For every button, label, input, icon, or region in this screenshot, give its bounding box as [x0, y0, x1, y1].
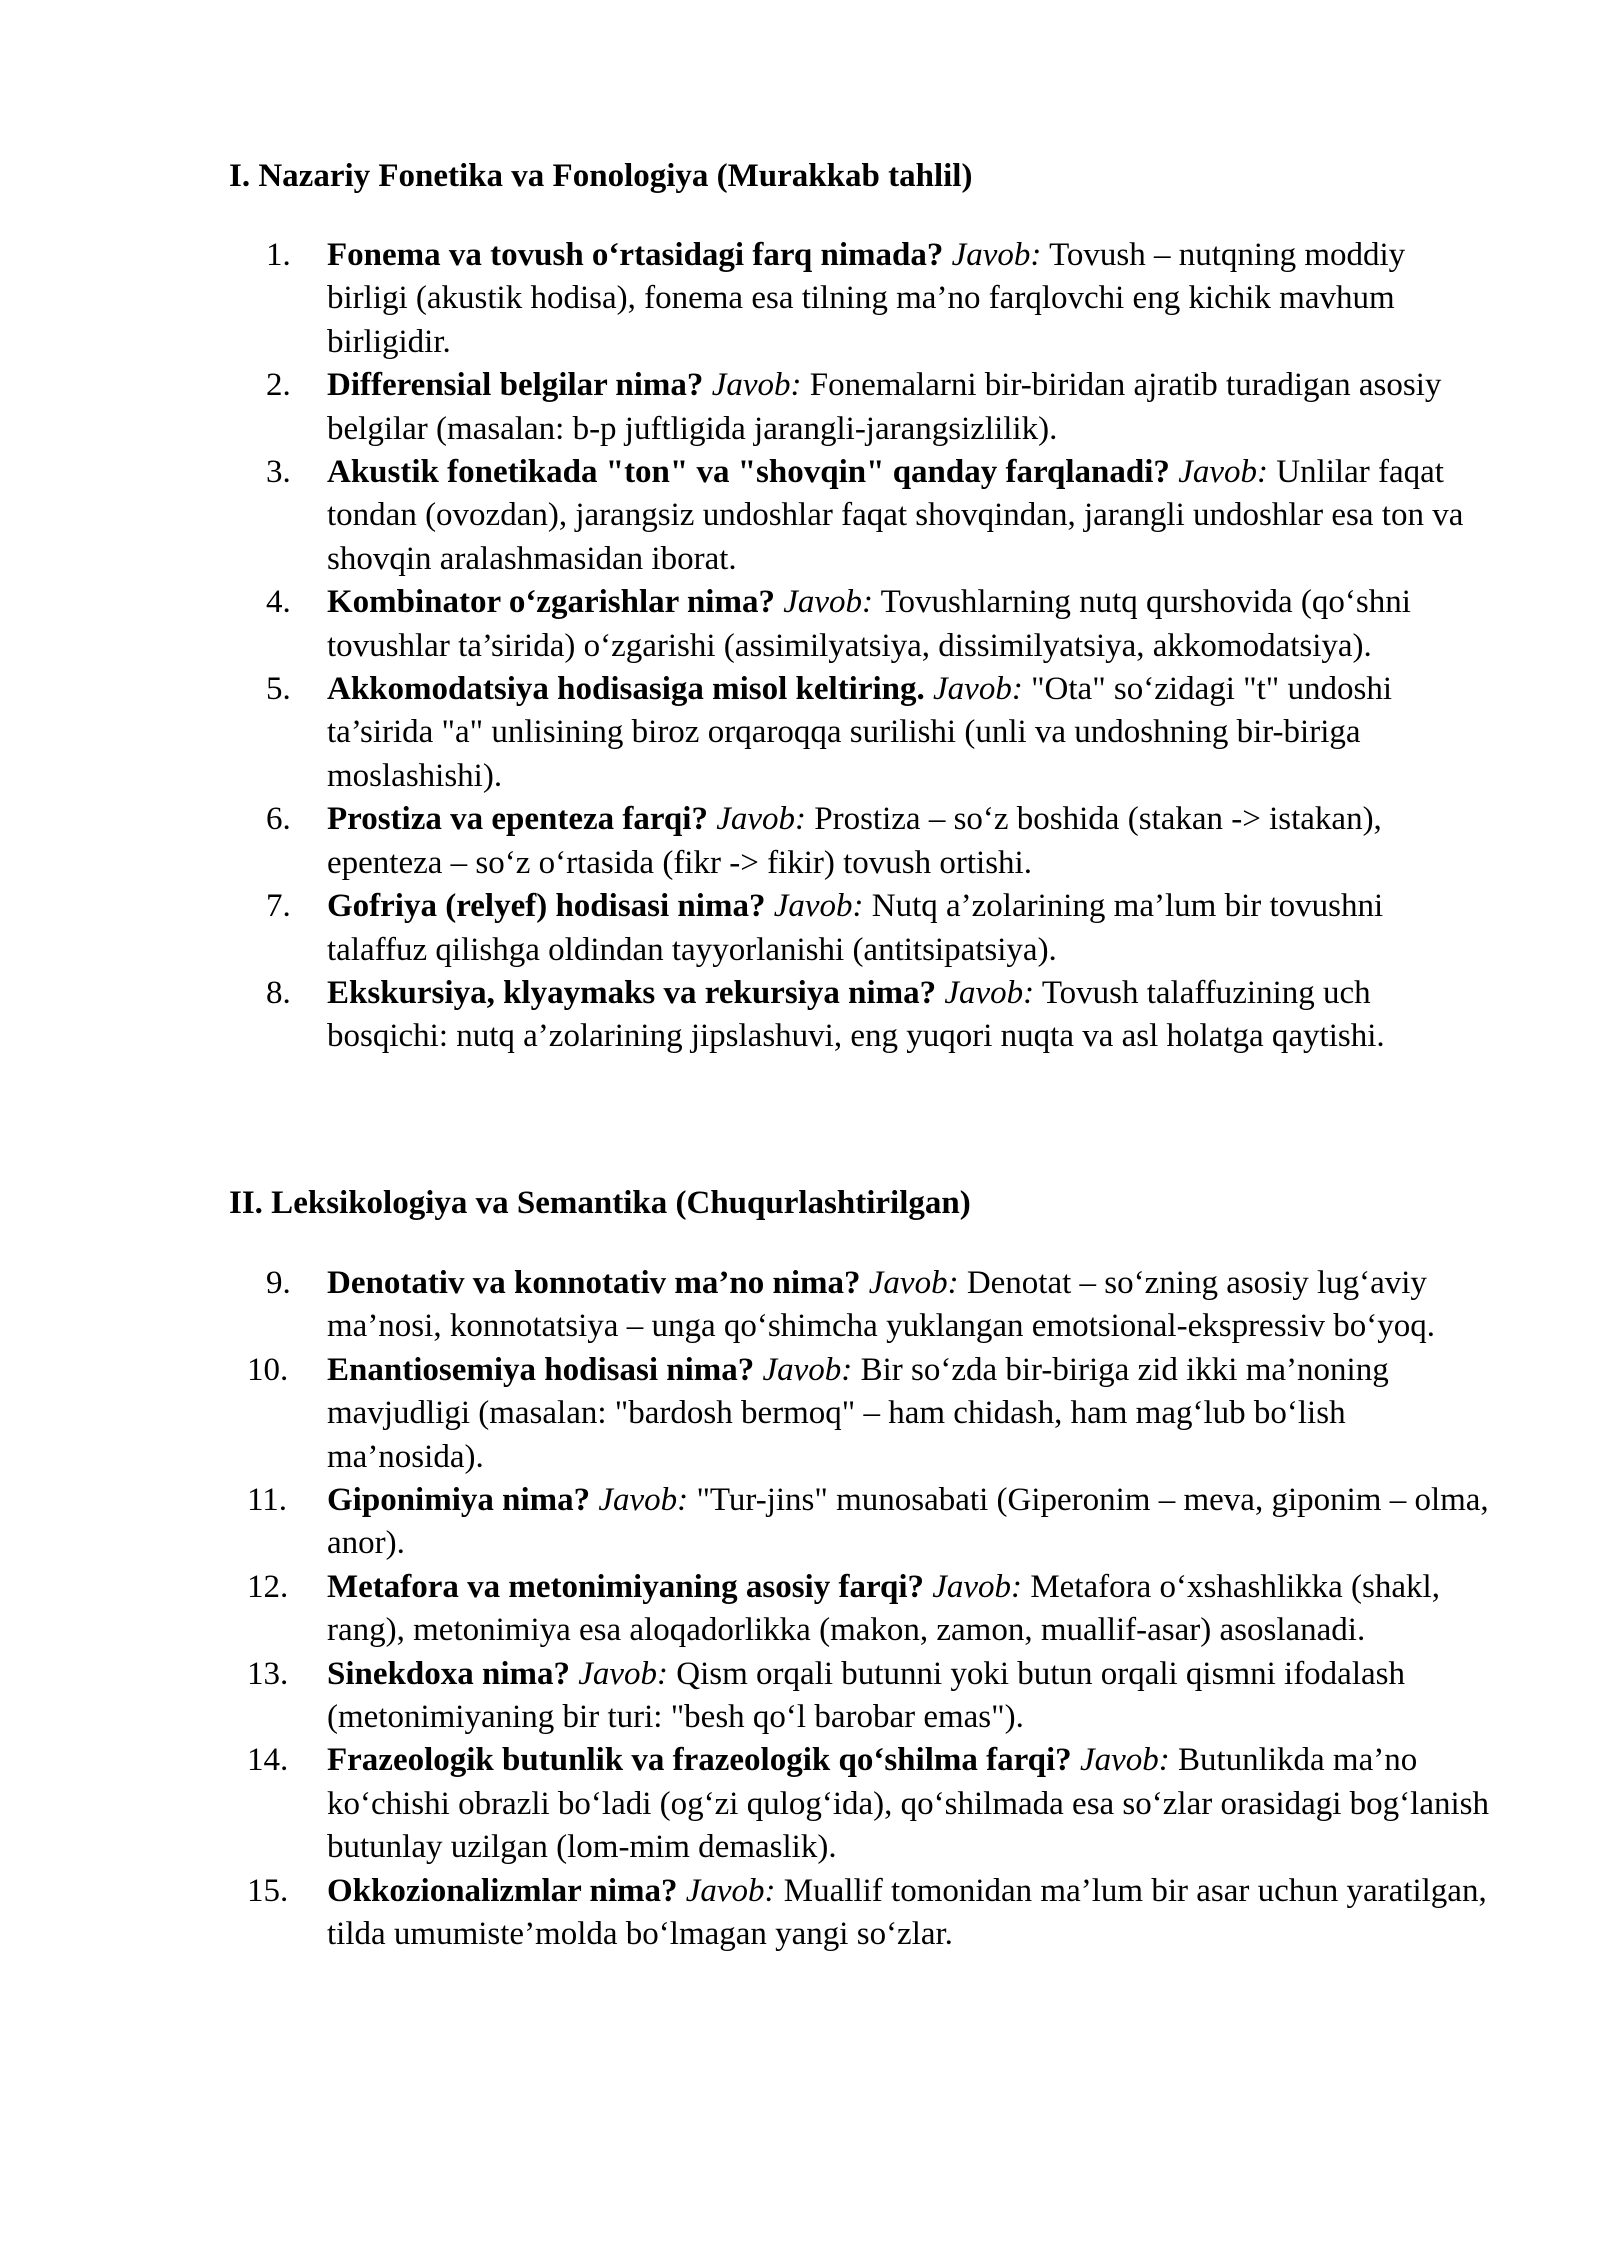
list-item — [0, 451, 1491, 581]
answer-text: Qism orqali butunni yoki butun orqali qismni ifodalash (metonimiyaning bir turi: "besh qo‘l barobar emas"). — [327, 1655, 1405, 1736]
item-number: 10. — [247, 1351, 289, 1388]
item-number: 6. — [266, 801, 291, 838]
question-text: Frazeologik butunlik va frazeologik qo‘shilma farqi? — [327, 1742, 1072, 1779]
item-number: 5. — [266, 671, 291, 708]
answer-label: Javob: — [1178, 454, 1268, 491]
list-item — [0, 364, 1491, 451]
answer-text: Tovush – nutqning moddiy birligi (akustik hodisa), fonema esa tilning ma’no farqlovchi eng kichik mavhum birligidir. — [327, 237, 1406, 360]
list-item — [0, 1653, 1491, 1740]
list-item — [0, 1262, 1491, 1349]
answer-text: Fonemalarni bir-biridan ajratib turadigan asosiy belgilar (masalan: b-p juftligida jarangli-jarangsizlilik). — [327, 367, 1442, 447]
answer-label: Javob: — [716, 801, 806, 838]
answer-label: Javob: — [685, 1872, 776, 1909]
question-text: Ekskursiya, klyaymaks va rekursiya nima? — [327, 974, 937, 1011]
item-number: 3. — [266, 454, 291, 491]
list-item — [0, 885, 1491, 972]
list-item — [0, 1870, 1491, 1957]
section-heading-2: II. Leksikologiya va Semantika (Chuqurlashtirilgan) — [229, 1185, 971, 1221]
item-number: 15. — [247, 1872, 289, 1909]
item-number: 13. — [247, 1655, 289, 1692]
list-item — [0, 1566, 1491, 1653]
question-list-2 — [0, 1262, 1600, 1957]
list-item — [0, 798, 1491, 885]
answer-text: Nutq a’zolarining ma’lum bir tovushni talaffuz qilishga oldindan tayyorlanishi (antitsipatsiya). — [327, 888, 1384, 968]
answer-label: Javob: — [762, 1351, 853, 1388]
answer-text: Denotat – so‘zning asosiy lug‘aviy ma’nosi, konnotatsiya – unga qo‘shimcha yuklangan emotsional-ekspressiv bo‘yoq. — [327, 1265, 1436, 1345]
answer-label: Javob: — [711, 367, 802, 404]
answer-text: Muallif tomonidan ma’lum bir asar uchun yaratilgan, tilda umumiste’molda bo‘lmagan yangi so‘zlar. — [327, 1872, 1487, 1953]
question-text: Akustik fonetikada "ton" va "shovqin" qanday farqlanadi? — [327, 454, 1170, 491]
question-text: Kombinator o‘zgarishlar nima? — [327, 584, 775, 621]
question-list-1 — [0, 234, 1600, 1059]
item-number: 12. — [247, 1568, 289, 1605]
question-text: Okkozionalizmlar nima? — [327, 1872, 678, 1909]
question-text: Differensial belgilar nima? — [327, 367, 704, 404]
answer-label: Javob: — [951, 237, 1042, 273]
question-text: Gofriya (relyef) hodisasi nima? — [327, 888, 766, 925]
item-number: 9. — [266, 1265, 291, 1301]
question-text: Sinekdoxa nima? — [327, 1655, 570, 1692]
item-number: 8. — [266, 974, 291, 1011]
question-text: Prostiza va epenteza farqi? — [327, 801, 708, 838]
answer-label: Javob: — [578, 1655, 669, 1692]
answer-text: Unlilar faqat tondan (ovozdan), jarangsiz undoshlar faqat shovqindan, jarangli undoshlar esa ton va shovqin aralashmasidan iborat. — [327, 454, 1464, 577]
item-number: 11. — [247, 1482, 288, 1519]
item-number: 7. — [266, 888, 291, 925]
question-text: Giponimiya nima? — [327, 1482, 591, 1519]
answer-label: Javob: — [944, 974, 1035, 1011]
answer-label: Javob: — [933, 671, 1023, 708]
question-text: Enantiosemiya hodisasi nima? — [327, 1351, 755, 1388]
answer-text: Tovushlarning nutq qurshovida (qo‘shni tovushlar ta’sirida) o‘zgarishi (assimilyatsiya, dissimilyatsiya, akkomodatsiya). — [327, 584, 1411, 664]
list-item — [0, 1739, 1491, 1869]
answer-text: Tovush talaffuzining uch bosqichi: nutq a’zolarining jipslashuvi, eng yuqori nuqta va asl holatga qaytishi. — [327, 974, 1385, 1055]
list-item — [0, 1479, 1491, 1566]
question-text: Metafora va metonimiyaning asosiy farqi? — [327, 1568, 925, 1605]
answer-text: "Ota" so‘zidagi "t" undoshi ta’sirida "a" unlisining biroz orqaroqqa surilishi (unli va undoshning bir-biriga moslashishi). — [327, 671, 1392, 794]
list-item — [0, 972, 1491, 1059]
item-number: 4. — [266, 584, 291, 621]
list-item — [0, 668, 1491, 798]
list-item — [0, 1349, 1491, 1479]
item-number: 1. — [266, 237, 291, 273]
answer-text: Metafora o‘xshashlikka (shakl, rang), metonimiya esa aloqadorlikka (makon, zamon, muallif-asar) asoslanadi. — [327, 1568, 1440, 1649]
list-item — [0, 581, 1491, 668]
answer-label: Javob: — [1079, 1742, 1170, 1779]
answer-text: Butunlikda ma’no ko‘chishi obrazli bo‘ladi (og‘zi qulog‘ida), qo‘shilmada esa so‘zlar orasidagi bog‘lanish butunlay uzilgan (lom-mim demaslik). — [327, 1742, 1489, 1866]
question-text: Denotativ va konnotativ ma’no nima? — [327, 1265, 861, 1301]
item-number: 2. — [266, 367, 291, 404]
answer-label: Javob: — [783, 584, 873, 621]
list-item — [0, 234, 1491, 364]
section-heading-1: I. Nazariy Fonetika va Fonologiya (Murakkab tahlil) — [229, 158, 973, 194]
answer-label: Javob: — [598, 1482, 689, 1519]
question-text: Fonema va tovush o‘rtasidagi farq nimada? — [327, 237, 944, 273]
answer-text: Prostiza – so‘z boshida (stakan -> istakan), epenteza – so‘z o‘rtasida (fikr -> fikir) tovush ortishi. — [327, 801, 1382, 881]
question-text: Akkomodatsiya hodisasiga misol keltiring. — [327, 671, 925, 708]
answer-label: Javob: — [868, 1265, 959, 1301]
answer-text: Bir so‘zda bir-biriga zid ikki ma’noning mavjudligi (masalan: "bardosh bermoq" – ham chidash, ham mag‘lub bo‘lish ma’nosida). — [327, 1351, 1389, 1475]
answer-text: "Tur-jins" munosabati (Giperonim – meva, giponim – olma, anor). — [327, 1482, 1489, 1562]
item-number: 14. — [247, 1742, 289, 1779]
answer-label: Javob: — [932, 1568, 1023, 1605]
answer-label: Javob: — [773, 888, 864, 925]
